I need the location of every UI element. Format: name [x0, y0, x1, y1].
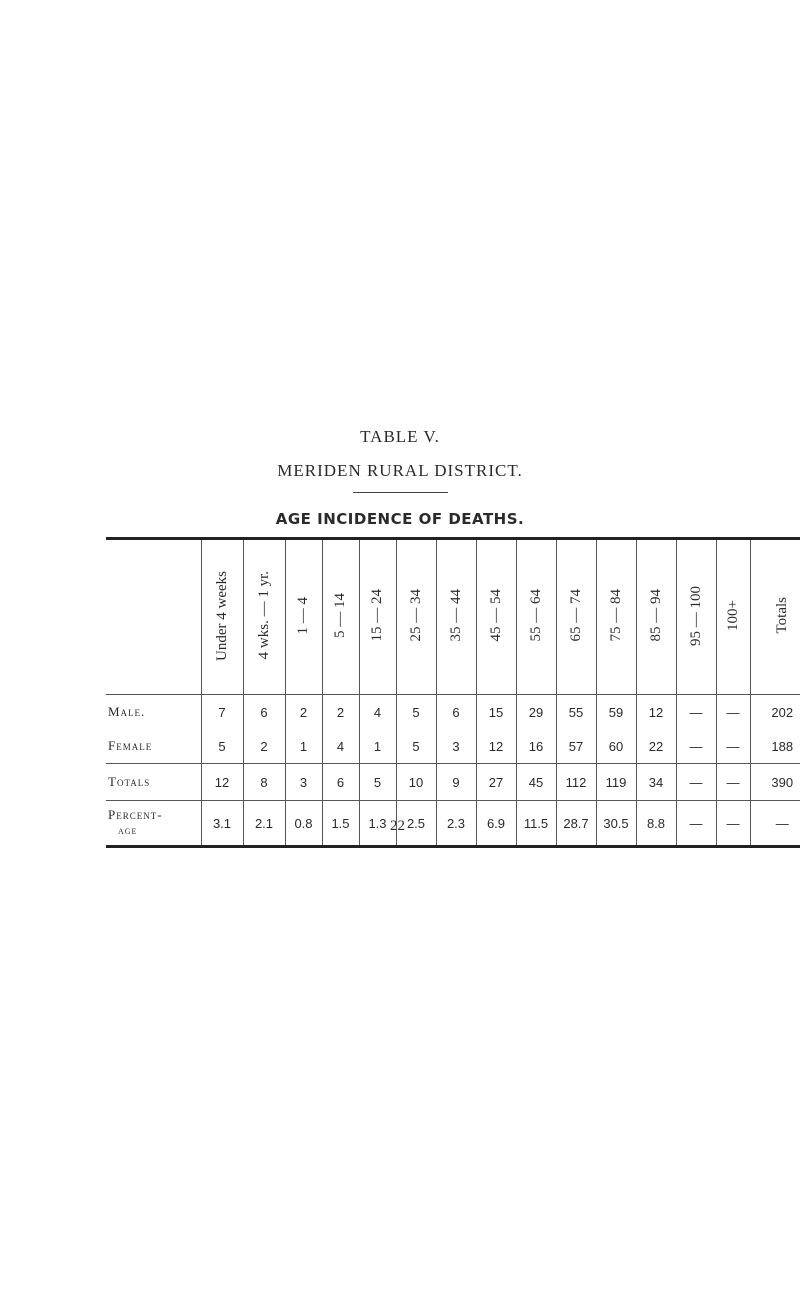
- table-cell: —: [676, 801, 716, 847]
- row-label: [106, 801, 201, 847]
- table-cell: —: [716, 695, 750, 730]
- table-cell: 2: [322, 695, 359, 730]
- table-cell: 202: [750, 695, 800, 730]
- column-header-label: 65 — 74: [567, 589, 584, 642]
- table-cell: —: [716, 764, 750, 801]
- table-cell: 188: [750, 729, 800, 764]
- table-cell: 5: [201, 729, 243, 764]
- table-cell: —: [716, 729, 750, 764]
- column-header: [359, 539, 396, 695]
- table-cell: 2.3: [436, 801, 476, 847]
- table-cell: 4: [322, 729, 359, 764]
- column-header: [596, 539, 636, 695]
- column-header: [436, 539, 476, 695]
- table-cell: 30.5: [596, 801, 636, 847]
- header-row: [106, 539, 800, 695]
- column-header-label: 4 wks. — 1 yr.: [255, 571, 272, 660]
- row-label-line: age: [118, 825, 138, 837]
- table-heading: AGE INCIDENCE OF DEATHS.: [275, 510, 525, 528]
- table-row-percentage: [106, 801, 800, 847]
- table-cell: 2: [285, 695, 322, 730]
- table-cell: 34: [636, 764, 676, 801]
- table-cell: 119: [596, 764, 636, 801]
- table-cell: 57: [556, 729, 596, 764]
- table-cell: 6.9: [476, 801, 516, 847]
- column-header: [285, 539, 322, 695]
- column-header-label: 85 — 94: [647, 589, 664, 642]
- row-label: Male.: [108, 704, 146, 719]
- column-header: [322, 539, 359, 695]
- table-title: TABLE V.: [360, 427, 440, 446]
- table-cell: 6: [243, 695, 285, 730]
- title-rule: [353, 492, 448, 493]
- table-cell: 59: [596, 695, 636, 730]
- column-header-label: 5 — 14: [332, 593, 348, 638]
- column-header-label: 35 — 44: [447, 589, 464, 642]
- column-header: [636, 539, 676, 695]
- column-header-label: 15 — 24: [369, 589, 385, 642]
- table-cell: 8: [243, 764, 285, 801]
- row-label-line: Percent-: [108, 807, 163, 822]
- column-header: [396, 539, 436, 695]
- column-header-label: 75 — 84: [607, 589, 624, 642]
- column-header-label: Under 4 weeks: [213, 570, 230, 661]
- column-header-label: 1 — 4: [295, 596, 311, 635]
- table-cell: 60: [596, 729, 636, 764]
- table-row-male: [106, 695, 800, 730]
- table-cell: 1: [359, 729, 396, 764]
- table-cell: —: [716, 801, 750, 847]
- column-header: [556, 539, 596, 695]
- table-cell: 390: [750, 764, 800, 801]
- column-header: [676, 539, 716, 695]
- table-cell: 45: [516, 764, 556, 801]
- table-cell: —: [676, 695, 716, 730]
- table-cell: —: [676, 729, 716, 764]
- table-cell: 28.7: [556, 801, 596, 847]
- table-cell: 112: [556, 764, 596, 801]
- row-label: Totals: [106, 764, 201, 801]
- table-cell: 1.5: [322, 801, 359, 847]
- table-cell: —: [750, 801, 800, 847]
- table-cell: 4: [359, 695, 396, 730]
- district-title: MERIDEN RURAL DISTRICT.: [277, 461, 523, 480]
- table-cell: 16: [516, 729, 556, 764]
- table-cell: 12: [636, 695, 676, 730]
- column-header: [716, 539, 750, 695]
- table-cell: 11.5: [516, 801, 556, 847]
- table-cell: 27: [476, 764, 516, 801]
- table-cell: 3: [436, 729, 476, 764]
- table-cell: 5: [396, 695, 436, 730]
- column-header: [201, 539, 243, 695]
- table-cell: 3: [285, 764, 322, 801]
- table-cell: 6: [436, 695, 476, 730]
- table-row-totals: [106, 764, 800, 801]
- table-cell: 1.3: [359, 801, 396, 847]
- column-header: [476, 539, 516, 695]
- table-cell: 6: [322, 764, 359, 801]
- table-cell: 8.8: [636, 801, 676, 847]
- age-incidence-table: [106, 537, 800, 848]
- column-header-label: 55 — 64: [527, 589, 544, 642]
- table-cell: 2: [243, 729, 285, 764]
- row-label: Female: [108, 738, 153, 753]
- table-cell: 0.8: [285, 801, 322, 847]
- table-cell: 3.1: [201, 801, 243, 847]
- column-header: [750, 539, 800, 695]
- page-number: 22: [390, 818, 405, 834]
- table-cell: 15: [476, 695, 516, 730]
- header-corner: [106, 539, 201, 695]
- column-header-label: 25 — 34: [407, 589, 424, 642]
- table-cell: 7: [201, 695, 243, 730]
- table-cell: 29: [516, 695, 556, 730]
- column-header: [516, 539, 556, 695]
- table-cell: 22: [636, 729, 676, 764]
- column-header-label: 100+: [724, 600, 741, 631]
- column-header-label: 95 — 100: [687, 585, 704, 646]
- column-header: [243, 539, 285, 695]
- column-header-label: 45 — 54: [487, 589, 504, 642]
- table-cell: 2.1: [243, 801, 285, 847]
- table-cell: 5: [396, 729, 436, 764]
- table-cell: 55: [556, 695, 596, 730]
- table-row-female: [106, 729, 800, 764]
- table-cell: 2.5: [396, 801, 436, 847]
- table-cell: 12: [201, 764, 243, 801]
- table-cell: 1: [285, 729, 322, 764]
- table-cell: 10: [396, 764, 436, 801]
- column-header-label: Totals: [773, 597, 790, 634]
- table-cell: —: [676, 764, 716, 801]
- table-cell: 5: [359, 764, 396, 801]
- table-cell: 12: [476, 729, 516, 764]
- table-cell: 9: [436, 764, 476, 801]
